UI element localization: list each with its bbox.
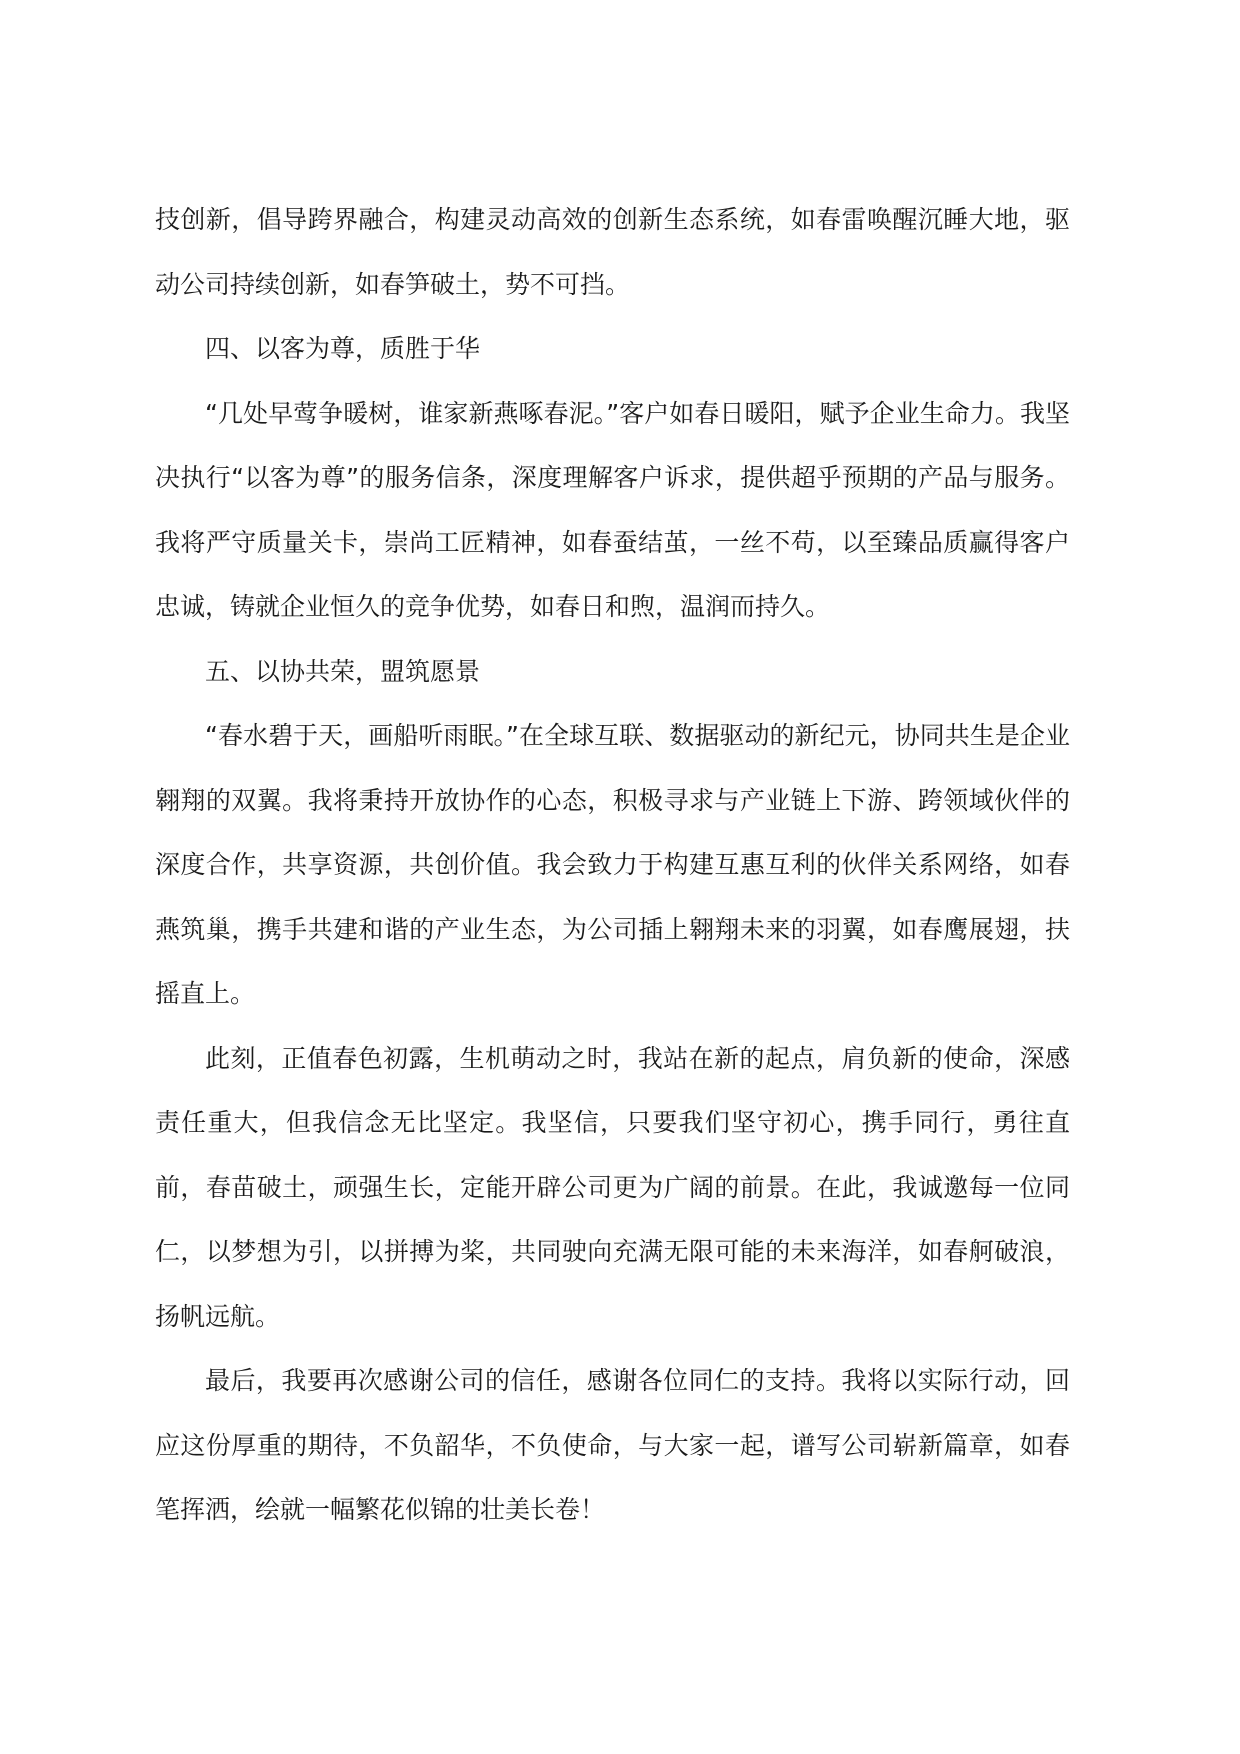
- paragraph-collaboration: “春水碧于天，画船听雨眠。”在全球互联、数据驱动的新纪元，协同共生是企业翱翔的双翼。我将秉持开放协作的心态，积极寻求与产业链上下游、跨领域伙伴的深度合作，共享资源，共创价值。我会致力于构建互惠互利的伙伴关系网络，如春燕筑巢，携手共建和谐的产业生态，为公司插上翱翔未来的羽翼，如春鹰展翅，扶摇直上。: [155, 721, 1070, 1008]
- section-heading-4: 四、以客为尊，质胜于华: [205, 334, 481, 363]
- paragraph-moment: 此刻，正值春色初露，生机萌动之时，我站在新的起点，肩负新的使命，深感责任重大，但我信念无比坚定。我坚信，只要我们坚守初心，携手同行，勇往直前，春苗破土，顽强生长，定能开辟公司更为广阔的前景。在此，我诚邀每一位同仁，以梦想为引，以拼搏为桨，共同驶向充满无限可能的未来海洋，如春舸破浪，扬帆远航。: [155, 1043, 1070, 1331]
- section-heading-5: 五、以协共荣，盟筑愿景: [205, 656, 481, 686]
- paragraph-continuation: 技创新，倡导跨界融合，构建灵动高效的创新生态系统，如春雷唤醒沉睡大地，驱动公司持续创新，如春笋破土，势不可挡。: [155, 205, 1070, 299]
- paragraph-closing: 最后，我要再次感谢公司的信任，感谢各位同仁的支持。我将以实际行动，回应这份厚重的期待，不负韶华，不负使命，与大家一起，谱写公司崭新篇章，如春笔挥洒，绘就一幅繁花似锦的壮美长卷！: [155, 1366, 1070, 1524]
- paragraph-customer: “几处早莺争暖树，谁家新燕啄春泥。”客户如春日暖阳，赋予企业生命力。我坚决执行“以客为尊”的服务信条，深度理解客户诉求，提供超乎预期的产品与服务。我将严守质量关卡，崇尚工匠精神，如春蚕结茧，一丝不苟，以至臻品质赢得客户忠诚，铸就企业恒久的竞争优势，如春日和煦，温润而持久。: [155, 398, 1070, 621]
- document-body: [155, 188, 1070, 1543]
